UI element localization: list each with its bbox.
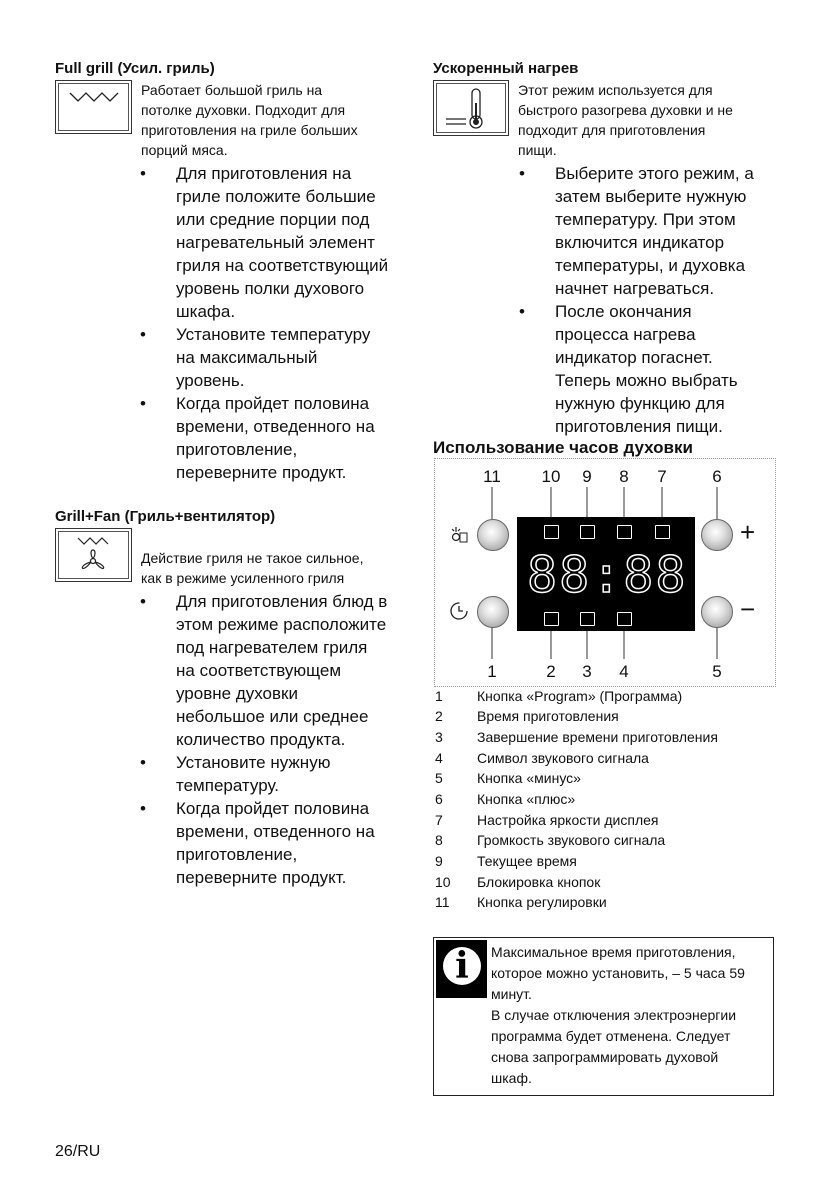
bullet-line: затем выберите нужную bbox=[555, 187, 747, 206]
bullet-line: температуру. При этом bbox=[555, 210, 736, 229]
bullet-dot: • bbox=[140, 592, 146, 611]
minus-sign: − bbox=[740, 594, 756, 624]
bullet-line: Когда пройдет половина bbox=[176, 394, 370, 413]
bullet-line: или средние порции под bbox=[176, 210, 370, 229]
bullet-line: шкафа. bbox=[176, 302, 236, 321]
legend-text: Символ звукового сигнала bbox=[477, 750, 649, 766]
page-number: 26/RU bbox=[55, 1143, 101, 1160]
info-line: программа будет отменена. Следует bbox=[491, 1028, 731, 1044]
info-letter: i bbox=[455, 945, 469, 987]
bullet-line: на максимальный bbox=[176, 348, 318, 367]
bullet-line: Установите нужную bbox=[176, 753, 331, 772]
legend-num: 8 bbox=[435, 832, 443, 848]
callout-5: 5 bbox=[712, 662, 722, 681]
legend-num: 3 bbox=[435, 729, 443, 745]
program-clock-icon bbox=[449, 600, 471, 622]
time-digits: 88:88 bbox=[527, 546, 688, 604]
legend-text: Кнопка «плюс» bbox=[477, 791, 576, 807]
bullet-line: под нагревателем гриля bbox=[176, 638, 368, 657]
bullet-dot: • bbox=[519, 302, 525, 321]
bullet-line: Теперь можно выбрать bbox=[555, 371, 738, 390]
bullet-line: на соответствующем bbox=[176, 661, 342, 680]
bullet-line: гриля на соответствующий bbox=[176, 256, 389, 275]
legend-text: Кнопка «минус» bbox=[477, 770, 581, 786]
info-box bbox=[433, 937, 774, 1096]
desc-line: порций мяса. bbox=[141, 142, 228, 158]
callout-9: 9 bbox=[582, 467, 592, 486]
bullet-line: включится индикатор bbox=[555, 233, 725, 252]
info-line: минут. bbox=[491, 986, 532, 1002]
volume-icon bbox=[617, 525, 632, 539]
legend-text: Кнопка «Program» (Программа) bbox=[477, 688, 683, 704]
callout-1: 1 bbox=[487, 662, 497, 681]
bell-icon bbox=[617, 612, 632, 626]
grill-fan-icon bbox=[55, 528, 132, 582]
thermometer-icon bbox=[433, 80, 509, 136]
info-icon bbox=[436, 940, 487, 998]
desc-line: приготовления на гриле больших bbox=[141, 122, 358, 138]
info-text bbox=[491, 942, 745, 1089]
legend-text: Время приготовления bbox=[477, 708, 619, 724]
info-line: Максимальное время приготовления, bbox=[491, 944, 736, 960]
legend-num: 7 bbox=[435, 812, 443, 828]
bullet-dot: • bbox=[140, 799, 146, 818]
desc-line: подходит для приготовления bbox=[518, 122, 706, 138]
fast-heat-desc bbox=[518, 80, 733, 160]
bullet-line: Установите температуру bbox=[176, 325, 371, 344]
bullet-line: времени, отведенного на bbox=[176, 417, 375, 436]
desc-line: Работает большой гриль на bbox=[141, 82, 323, 98]
desc-line: потолке духовки. Подходит для bbox=[141, 102, 346, 118]
callout-8: 8 bbox=[619, 467, 629, 486]
legend-num: 1 bbox=[435, 688, 443, 704]
legend-text: Громкость звукового сигнала bbox=[477, 832, 666, 848]
desc-line: Этот режим используется для bbox=[518, 82, 713, 98]
bullet-line: гриле положите большие bbox=[176, 187, 376, 206]
clock-title: Использование часов духовки bbox=[433, 438, 693, 457]
bullet-line: начнет нагреваться. bbox=[555, 279, 715, 298]
callout-10: 10 bbox=[541, 467, 561, 486]
bullet-line: уровне духовки bbox=[176, 684, 298, 703]
legend-text: Настройка яркости дисплея bbox=[477, 812, 659, 828]
brightness-icon bbox=[655, 525, 670, 539]
desc-line: Действие гриля не такое сильное, bbox=[141, 550, 364, 566]
adjust-knob[interactable] bbox=[477, 519, 509, 551]
minus-knob[interactable] bbox=[701, 596, 733, 628]
bullet-line: Когда пройдет половина bbox=[176, 799, 370, 818]
bullet-dot: • bbox=[519, 164, 525, 183]
bullet-line: приготовление, bbox=[176, 845, 298, 864]
callout-6: 6 bbox=[712, 467, 722, 486]
bullet-line: времени, отведенного на bbox=[176, 822, 375, 841]
plus-sign: + bbox=[740, 517, 756, 547]
bullet-line: переверните продукт. bbox=[176, 463, 347, 482]
bullet-line: Для приготовления на bbox=[176, 164, 352, 183]
program-knob[interactable] bbox=[477, 596, 509, 628]
bullet-dot: • bbox=[140, 394, 146, 413]
callout-11: 11 bbox=[483, 467, 501, 486]
grill-fan-title: Grill+Fan (Гриль+вентилятор) bbox=[55, 508, 276, 525]
info-line: снова запрограммировать духовой bbox=[491, 1049, 719, 1065]
bullet-line: переверните продукт. bbox=[176, 868, 347, 887]
full-grill-title: Full grill (Усил. гриль) bbox=[55, 60, 215, 77]
bullet-line: приготовление, bbox=[176, 440, 298, 459]
legend-num: 2 bbox=[435, 708, 443, 724]
full-grill-icon bbox=[55, 80, 132, 134]
plus-knob[interactable] bbox=[701, 519, 733, 551]
callout-3: 3 bbox=[582, 662, 592, 681]
callout-7: 7 bbox=[657, 467, 667, 486]
bullet-line: Выберите этого режим, а bbox=[555, 164, 754, 183]
desc-line: пищи. bbox=[518, 142, 557, 158]
bullet-line: этом режиме расположите bbox=[176, 615, 387, 634]
legend-text: Текущее время bbox=[477, 853, 577, 869]
clock-panel-diagram bbox=[434, 458, 776, 687]
display-screen bbox=[517, 517, 695, 631]
bullet-line: приготовления пищи. bbox=[555, 417, 723, 436]
bullet-line: температуру. bbox=[176, 776, 280, 795]
full-grill-desc bbox=[141, 80, 358, 160]
bullet-line: количество продукта. bbox=[176, 730, 346, 749]
legend-num: 10 bbox=[435, 874, 451, 890]
bullet-line: Для приготовления блюд в bbox=[176, 592, 388, 611]
bullet-line: уровень. bbox=[176, 371, 245, 390]
adjust-icon bbox=[449, 523, 471, 545]
bullet-line: После окончания bbox=[555, 302, 692, 321]
legend-num: 6 bbox=[435, 791, 443, 807]
end-time-icon bbox=[580, 612, 595, 626]
bullet-line: нагревательный элемент bbox=[176, 233, 375, 252]
cooking-time-icon bbox=[544, 612, 559, 626]
bullet-line: температуры, и духовка bbox=[555, 256, 746, 275]
callout-2: 2 bbox=[546, 662, 556, 681]
legend-num: 9 bbox=[435, 853, 443, 869]
grill-fan-desc bbox=[141, 548, 363, 588]
info-line: шкаф. bbox=[491, 1070, 532, 1086]
bullet-dot: • bbox=[140, 164, 146, 183]
legend-num: 4 bbox=[435, 750, 443, 766]
bullet-dot: • bbox=[140, 325, 146, 344]
legend-text: Кнопка регулировки bbox=[477, 894, 607, 910]
legend-text: Блокировка кнопок bbox=[477, 874, 601, 890]
legend-text: Завершение времени приготовления bbox=[477, 729, 718, 745]
bullet-line: небольшое или среднее bbox=[176, 707, 369, 726]
fast-heat-title: Ускоренный нагрев bbox=[433, 60, 579, 77]
info-line: которое можно установить, – 5 часа 59 bbox=[491, 965, 745, 981]
bullet-line: уровень полки духового bbox=[176, 279, 365, 298]
callout-4: 4 bbox=[619, 662, 629, 681]
bullet-line: индикатор погаснет. bbox=[555, 348, 713, 367]
info-line: В случае отключения электроэнергии bbox=[491, 1007, 737, 1023]
desc-line: как в режиме усиленного гриля bbox=[141, 570, 345, 586]
bullet-line: нужную функцию для bbox=[555, 394, 725, 413]
legend-num: 5 bbox=[435, 770, 443, 786]
desc-line: быстрого разогрева духовки и не bbox=[518, 102, 733, 118]
bullet-dot: • bbox=[140, 753, 146, 772]
lock-icon bbox=[544, 525, 559, 539]
legend-num: 11 bbox=[435, 894, 450, 910]
current-time-icon bbox=[580, 525, 595, 539]
bullet-line: процесса нагрева bbox=[555, 325, 696, 344]
